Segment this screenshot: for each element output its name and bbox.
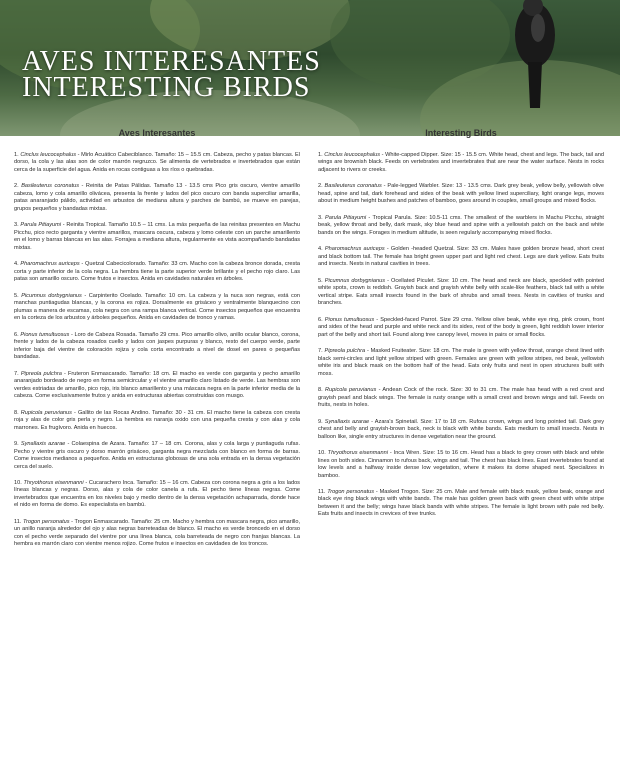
bird-entry bbox=[14, 152, 300, 174]
scientific-name: Pionus tumultuosus bbox=[20, 331, 70, 338]
entry-number: 8. bbox=[318, 387, 323, 394]
entry-description: - Fruteron Enmascarado. Tamaño: 18 cm. El macho es verde con garganta y pecho amarillo anaranjado bordeado de negro en forma semicircular y el vientre amarillo claro listado de verde. Las hembras son verdes estriadas de amarillo, pico rojo, iris blanco amarillento y una máscara negra en la parte inferior media de la cabeza. Come exclusivamente frutos y anida en estructuras abiertas construidas con musgo. bbox=[14, 370, 300, 400]
entry-number: 5. bbox=[14, 292, 19, 299]
entry-description: - Masked Trogon. Size: 25 cm. Male and female with black mask, yellow beak, orange and black eye ring black wings with white bands. The male has golden green back with green chest with white stripe between it and the belly; wings have black bands with white stripes. The female is light brown with pale red belly. Eats fruits and insects in crevices of tree trunks. bbox=[318, 488, 604, 518]
entry-description: - White-capped Dipper. Size: 15 - 15.5 cm. White head, chest and legs. The back, tail and wings are brownish black. Feeds on vertebrates and invertebrates that are near the water surface. Nests in rocks adjacent to rivers or creeks. bbox=[318, 152, 604, 173]
bird-entry bbox=[14, 519, 300, 549]
entry-description: - Loro de Cabeza Rosada. Tamaño 29 cms. Pico amarillo olivo, anillo ocular blanco, corona, frente y lados de la cabeza rosados cuello y lados con jaspes purpuras y blanco, resto del cuerpo verde, parte inferior baja del vientre de coloración rojiza y cola corta encontrado a nivel de dosel en pares o pequeñas bandadas. bbox=[14, 331, 300, 361]
banner-title-spanish: AVES INTERESANTES bbox=[22, 46, 321, 77]
entry-description: - Pale-legged Warbler. Size: 13 - 13.5 cms. Dark grey beak, yellow belly, yellowish olive head, spine and tail, dark forehead and sides of the beak with yellow lined superciliary, light orange legs, moves about in medium height bushes and patches of bamboo, goes around in couples, small groups and mixed flocks. bbox=[318, 183, 604, 205]
entry-number: 5. bbox=[318, 277, 323, 284]
entry-description: - Gallito de las Rocas Andino. Tamaño: 30 - 31 cm. El macho tiene la cabeza con cresta roja y alas de color gris perla y negro. La hembra es naranja oxido con una pequeña cresta y con alas y cola marrones. Es frugívoro. Anida en huecos. bbox=[14, 409, 300, 431]
scientific-name: Pipreola pulchra bbox=[20, 370, 62, 377]
scientific-name: Cinclus leucocephalus bbox=[20, 152, 77, 158]
scientific-name: Basileuterus coronatus bbox=[324, 183, 382, 190]
scientific-name: Pharomachrus auriceps bbox=[324, 246, 385, 253]
scientific-name: Thryothorus eisenmanni bbox=[327, 450, 389, 457]
entry-number: 9. bbox=[318, 418, 323, 425]
scientific-name: Cinclus leucocephalus bbox=[324, 152, 380, 158]
bird-entry bbox=[14, 332, 300, 362]
entry-description: - Mirlo Acuático Cabeciblanco. Tamaño: 15 – 15.5 cm. Cabeza, pecho y patas blancas. El dorso, la cola y las alas son de color marrón negruzco. Se alimenta de vertebrados e invertebrados que están cerca de la superficie del agua. Anida en rocas contiguas a los ríos o quebradas. bbox=[14, 152, 300, 173]
entry-description: - Quetzal Cabecicolorado. Tamaño: 33 cm. Macho con la cabeza bronce dorada, cresta corta y parte inferior de la cola negra. La hembra tiene la parte superior verde brillante y el pecho rojo claro. Las patas son amarillo oscuro. Come frutos e insectos. Anida en cavidades naturales en árboles. bbox=[14, 261, 300, 283]
entry-number: 2. bbox=[318, 183, 323, 190]
bird-entry bbox=[318, 387, 604, 409]
bird-entry bbox=[14, 441, 300, 471]
scientific-name: Synallaxis azarae bbox=[20, 441, 66, 448]
entry-description: - Reinita de Patas Pálidas. Tamaño 13 - 13.5 cms Pico gris oscuro, vientre amarillo cabeza, lomo y cola amarillo olivácea, presenta la frente y lados del pico oscuro con banda superciliar amarilla, patas anaranjado pálido, actividad en arbustos de mediana altura y parches de bambú, se mueve en parejas, grupos pequeños y bandadas mixtas. bbox=[14, 183, 300, 212]
bird-entry bbox=[318, 215, 604, 237]
entry-description: - Inca Wren. Size: 15 to 16 cm. Head has a black to grey crown with black and white lines on both sides. Cinnamon to rufous back, wings and tail. The chest has black lines. East invertebrates found at low levels and a halfway inside dense low vegetation, where it makes its dome shaped nest. Specializes in bamboo. bbox=[318, 450, 604, 479]
scientific-name: Parula Pitiayumi bbox=[20, 222, 62, 229]
entry-number: 2. bbox=[14, 183, 19, 190]
entry-description: - Masked Fruiteater. Size: 18 cm. The male is green with yellow throat, orange chest lined with black semi-circles and light yellow striped with green. Females are green with yellow stripes, red beak, yellowish white iris and black mask on the bottom half of the head. Eats only fruits and nest in open structures built with moss. bbox=[318, 348, 604, 377]
entry-description: - Carpinterito Ocelado. Tamaño: 10 cm. La cabeza y la nuca son negras, está con manchas puntiagudas blancas, y la corona es rojiza. Dorsalmente es grisáceo y ventralmente blanquecino con plumas a manera de escamas, cola negra con una rampa blanca vertical. Come insectos pequeños que encuentra en la corteza de los arbustos y árboles pequeños. Anida en cavidades de tronco y ramas. bbox=[14, 292, 300, 322]
entry-description: - Ocellated Piculet. Size: 10 cm. The head and neck are black, speckled with pointed white spots, crown is reddish. Grayish back and grayish white belly with scale-like feathers, black tail with a white vertical stripe. Eats small insects found in the bark of shrubs and small trees. Nests in cavities of trunks and branches. bbox=[318, 277, 604, 307]
bird-entry bbox=[318, 317, 604, 339]
spanish-heading: Aves Interesantes bbox=[118, 128, 196, 138]
entry-number: 3. bbox=[14, 222, 19, 229]
entry-description: - Tropical Parula. Size: 10.5-11 cms. The smallest of the warblers in Machu Picchu, straight beak, yellow throat and belly, dark mask, sky blue head and spine with a yellowish patch on the back and white bands on the wings. Forages in medium altitude, is seen regularly accompanying mixed flocks. bbox=[318, 214, 604, 236]
entry-number: 4. bbox=[14, 261, 19, 268]
entry-description: - Andean Cock of the rock. Size: 30 to 31 cm. The male has head with a red crest and grayish pearl and black wings. The female is rusty orange with a small crest and brown wings and tail. Feeds on fruits, nests in holes. bbox=[318, 387, 604, 409]
bird-entry bbox=[14, 293, 300, 323]
bird-entry bbox=[318, 278, 604, 308]
bird-entry bbox=[318, 348, 604, 378]
entry-description: - Colaespina de Azara. Tamaño: 17 – 18 cm. Corona, alas y cola larga y puntiaguda rufas. Pecho y vientre gris oscuro y dorso marrón grisáceo, garganta negra mezclada con blanco en forma de barras. Come insectos medianos a pequeños. Anida en estructuras globosas de una sola entrada en la densa vegetación cerca del suelo. bbox=[14, 441, 300, 470]
entry-number: 10. bbox=[14, 479, 22, 486]
scientific-name: Parula Pitiayumi bbox=[324, 214, 367, 221]
entry-number: 11. bbox=[318, 488, 326, 495]
bird-entry bbox=[318, 419, 604, 441]
bird-entry bbox=[14, 261, 300, 283]
header-banner bbox=[0, 0, 620, 136]
entry-number: 6. bbox=[318, 316, 323, 323]
entry-number: 7. bbox=[14, 370, 19, 377]
entry-description: - Trogon Enmascarado. Tamaño: 25 cm. Macho y hembra con mascara negra, pico amarillo, un anillo naranja alrededor del ojo y alas negras barreteadas de blanco. El macho es verde broncedo en el dorso con el pecho verde separado del vientre por una línea blanca, cola barreteada de negro con franjas blancas. La hembra es marrón claro con vientre menos rojizo. Come frutos e insectos en cavidades de los troncos. bbox=[14, 518, 300, 548]
scientific-name: Trogon personatus bbox=[22, 518, 70, 525]
entry-number: 1. bbox=[318, 152, 323, 158]
bird-entry bbox=[14, 183, 300, 213]
banner-title-english: INTERESTING BIRDS bbox=[22, 72, 311, 103]
entry-description: - Speckled-faced Parrot. Size 29 cms. Yellow olive beak, white eye ring, pink crown, front and sides of the head and purple and white neck and its sides, rest of the body is green, light reddish lower interior part of the belly and short tail. Found along tree canopy level, moves in pairs or small flocks. bbox=[318, 316, 604, 338]
spanish-entry-list bbox=[14, 152, 300, 549]
entry-number: 8. bbox=[14, 409, 19, 416]
scientific-name: Picumnus dorbygnianus bbox=[324, 277, 385, 284]
entry-description: - Reinita Tropical. Tamaño 10.5 – 11 cms. La más pequeña de las reinitas presentes en Machu Picchu, pico recto garganta y vientre amarillos, mascara oscura, cabeza y lomo celeste con un parche amarillento en el lomo y barras blancas en las alas. Forrajea a mediana altura, regularmente es vista acompañando bandadas mixtas. bbox=[14, 222, 300, 251]
bird-entry bbox=[14, 371, 300, 401]
entry-number: 7. bbox=[318, 348, 323, 355]
scientific-name: Pionus tumultuosus bbox=[324, 316, 375, 323]
entry-number: 9. bbox=[14, 441, 19, 448]
scientific-name: Pharomachrus auriceps bbox=[20, 261, 80, 268]
bird-entry bbox=[318, 246, 604, 268]
bird-entry bbox=[318, 450, 604, 480]
bird-entry bbox=[14, 410, 300, 432]
scientific-name: Synallaxis azarae bbox=[324, 418, 370, 425]
english-column bbox=[318, 128, 604, 528]
entry-number: 6. bbox=[14, 331, 19, 338]
english-entry-list bbox=[318, 152, 604, 519]
entry-number: 1. bbox=[14, 152, 19, 158]
scientific-name: Basileuterus coronatus bbox=[21, 183, 80, 190]
bird-entry bbox=[318, 489, 604, 519]
spanish-column bbox=[14, 128, 300, 558]
scientific-name: Rupicola peruvianus bbox=[20, 409, 72, 416]
entry-description: - Golden -headed Quetzal. Size: 33 cm. Males have golden bronze head, short crest and black bottom tail. The female has bright green upper part and light red chest. Legs are dark yellow. Eats fruits and insects. Nests in natural cavities in trees. bbox=[318, 246, 604, 268]
scientific-name: Pipreola pulchra bbox=[324, 348, 366, 355]
entry-number: 3. bbox=[318, 214, 323, 221]
english-heading: Interesting Birds bbox=[425, 128, 497, 138]
bird-entry bbox=[14, 480, 300, 510]
scientific-name: Rupicola peruvianus bbox=[324, 387, 377, 394]
bird-entry bbox=[318, 183, 604, 205]
bird-entry bbox=[318, 152, 604, 174]
bird-silhouette-icon bbox=[500, 0, 570, 110]
scientific-name: Picumnus dorbygnianus bbox=[21, 292, 82, 299]
scientific-name: Trogon personatus bbox=[327, 488, 375, 495]
entry-description: - Azara's Spinetail. Size: 17 to 18 cm. Rufous crown, wings and long pointed tail. Dark grey chest and belly and grayish-brown back, neck is black with white bands. Eats medium to small insects. Nests in balloon like, single entry structures in dense vegetation near the ground. bbox=[318, 418, 604, 440]
entry-description: - Cucarachero Inca. Tamaño: 15 – 16 cm. Cabeza con corona negra a gris a los lados líneas blancas y negras. Dorso, alas y cola de color canela a rufa. El pecho tiene líneas negras. Come invertebrados que encuentra en los niveles bajo y medio dentro de la densa vegetación achaparrada, donde hace el nido en forma de domo. Es especialista en bambú. bbox=[14, 479, 300, 509]
entry-number: 11. bbox=[14, 518, 22, 525]
bird-entry bbox=[14, 222, 300, 252]
entry-number: 10. bbox=[318, 450, 326, 457]
entry-number: 4. bbox=[318, 246, 323, 253]
scientific-name: Thryothorus eisenmanni bbox=[23, 479, 84, 486]
